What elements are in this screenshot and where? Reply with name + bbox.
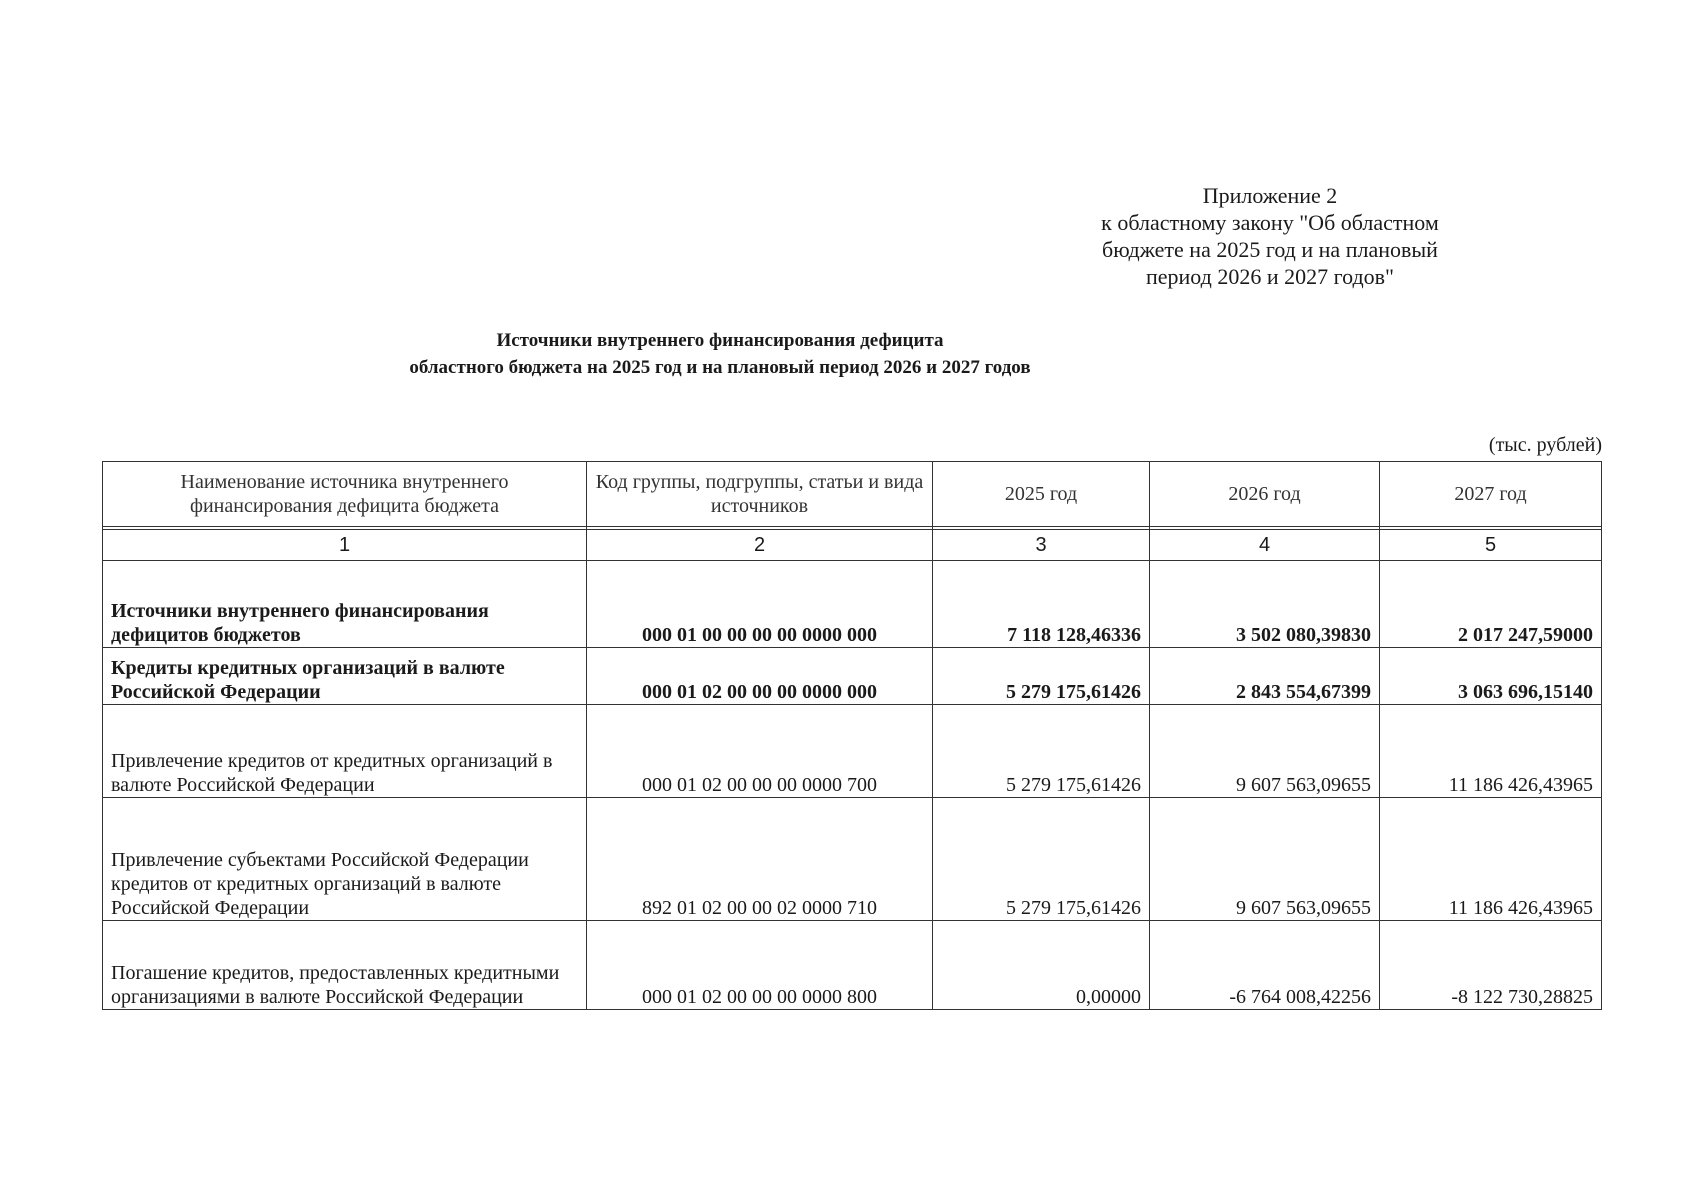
row-value-2026: 3 502 080,39830 <box>1150 561 1380 648</box>
row-name: Погашение кредитов, предоставленных кредитными организациями в валюте Российской Федерации <box>103 921 587 1010</box>
title-line: областного бюджета на 2025 год и на плановый период 2026 и 2027 годов <box>409 357 1031 378</box>
row-value-2026: -6 764 008,42256 <box>1150 921 1380 1010</box>
header-source-name: Наименование источника внутреннего финансирования дефицита бюджета <box>103 462 587 527</box>
table-row <box>103 798 1602 921</box>
row-name: Кредиты кредитных организаций в валюте Российской Федерации <box>103 648 587 705</box>
title-line: Источники внутреннего финансирования дефицита <box>496 330 944 351</box>
appendix-line: к областному закону "Об областном <box>1101 210 1439 235</box>
appendix-line: Приложение 2 <box>1202 183 1338 208</box>
units-label: (тыс. рублей) <box>1488 434 1602 456</box>
table-row <box>103 648 1602 705</box>
header-2027: 2027 год <box>1380 462 1602 527</box>
row-value-2026: 9 607 563,09655 <box>1150 798 1380 921</box>
column-number: 2 <box>587 530 933 561</box>
row-value-2025: 5 279 175,61426 <box>933 648 1150 705</box>
row-value-2027: 3 063 696,15140 <box>1380 648 1602 705</box>
row-value-2025: 5 279 175,61426 <box>933 705 1150 798</box>
row-name: Привлечение кредитов от кредитных организаций в валюте Российской Федерации <box>103 705 587 798</box>
row-code: 000 01 02 00 00 00 0000 800 <box>587 921 933 1010</box>
appendix-line: бюджете на 2025 год и на плановый <box>1102 237 1438 262</box>
row-value-2027: 11 186 426,43965 <box>1380 798 1602 921</box>
header-2026: 2026 год <box>1150 462 1380 527</box>
row-value-2027: 11 186 426,43965 <box>1380 705 1602 798</box>
row-value-2025: 5 279 175,61426 <box>933 798 1150 921</box>
column-number: 3 <box>933 530 1150 561</box>
column-number: 4 <box>1150 530 1380 561</box>
row-code: 000 01 00 00 00 00 0000 000 <box>587 561 933 648</box>
row-value-2025: 0,00000 <box>933 921 1150 1010</box>
row-code: 000 01 02 00 00 00 0000 000 <box>587 648 933 705</box>
column-number-row <box>103 530 1602 561</box>
row-value-2027: -8 122 730,28825 <box>1380 921 1602 1010</box>
column-number: 5 <box>1380 530 1602 561</box>
row-value-2027: 2 017 247,59000 <box>1380 561 1602 648</box>
appendix-line: период 2026 и 2027 годов" <box>1145 264 1395 289</box>
header-code: Код группы, подгруппы, статьи и вида источников <box>587 462 933 527</box>
appendix-reference <box>1040 182 1500 290</box>
table-row <box>103 561 1602 648</box>
document-title <box>270 327 1170 381</box>
row-code: 892 01 02 00 00 02 0000 710 <box>587 798 933 921</box>
header-2025: 2025 год <box>933 462 1150 527</box>
row-value-2026: 9 607 563,09655 <box>1150 705 1380 798</box>
row-name: Источники внутреннего финансирования дефицитов бюджетов <box>103 561 587 648</box>
row-code: 000 01 02 00 00 00 0000 700 <box>587 705 933 798</box>
table-row <box>103 705 1602 798</box>
row-name: Привлечение субъектами Российской Федерации кредитов от кредитных организаций в валюте Российской Федерации <box>103 798 587 921</box>
table-header-row <box>103 462 1602 527</box>
table-row <box>103 921 1602 1010</box>
column-number: 1 <box>103 530 587 561</box>
row-value-2025: 7 118 128,46336 <box>933 561 1150 648</box>
financing-sources-table <box>102 461 1602 1010</box>
row-value-2026: 2 843 554,67399 <box>1150 648 1380 705</box>
